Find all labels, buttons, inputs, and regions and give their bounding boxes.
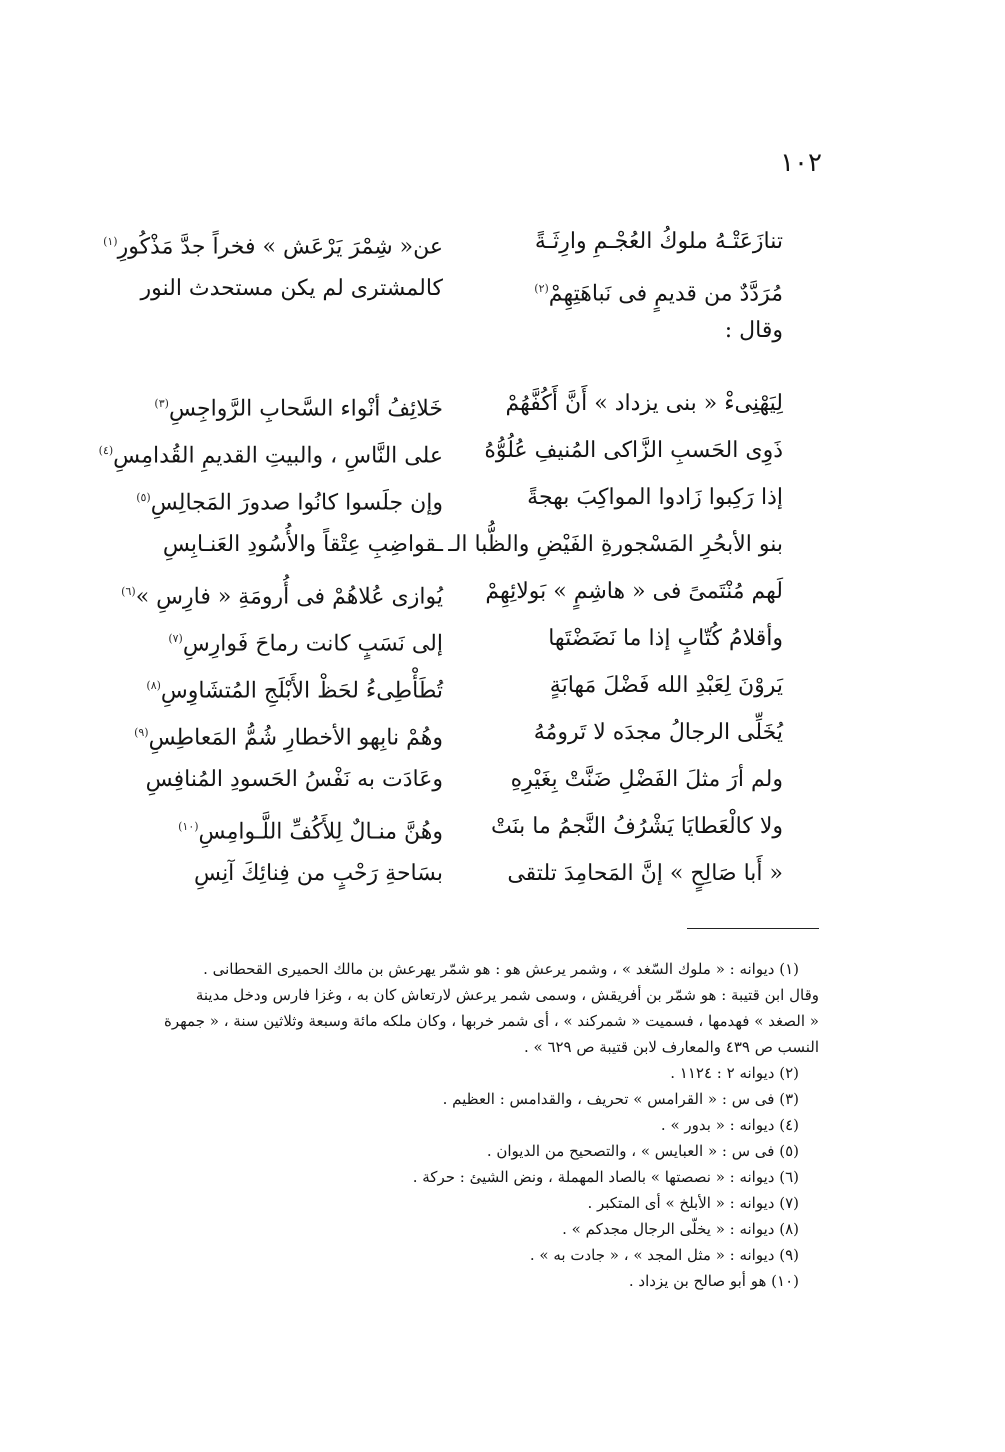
verse-second-hemistich: عن« شِمْرَ يَرْعَش » فخراً جدَّ مَذْكُورِ <box>117 234 443 260</box>
verse-row <box>163 521 783 568</box>
verse-first-hemistich: مُرَدَّدٌ من قديمٍ فى نَباهَتِهِمْ <box>548 281 783 307</box>
footnote-line: النسب ص ٤٣٩ والمعارف لابن قتيبة ص ٦٢٩ » . <box>523 1038 819 1056</box>
verse-second-hemistich: كالمشترى لم يكن مستحدث النور <box>140 276 443 301</box>
verse-second-hemistich: بسَاحةِ رَحْبٍ من فِنائِكَ آنِسِ <box>194 861 443 886</box>
verse-first-hemistich: يُخَلِّى الرجالُ مجدَه لا تَرومُهُ <box>533 720 783 745</box>
verse-second-hemistich-wrap <box>163 803 473 850</box>
verse-first-hemistich: لَهم مُنْتَمىً فى « هاشِمٍ » بَولائِهِمْ <box>485 579 783 604</box>
footnote-line: (٧) ديوانه : « الأبلخ » أى المتكبر . <box>587 1194 799 1212</box>
verse-second-hemistich-wrap <box>136 474 473 521</box>
footnote-marker: (٦) <box>121 585 136 598</box>
footnote-line: « الصغد » فهدمها ، فسميت « شمركند » ، أى شمر خربها ، وكان ملكه مائة وسبعة وثلاثين سنة ، « جمهرة <box>163 1012 819 1030</box>
verse-second-hemistich: وإن جلَسوا كانُوا صدورَ المَجالِسِ <box>150 490 443 516</box>
verse-row <box>136 474 783 521</box>
verse-row <box>154 380 783 427</box>
verse-row <box>163 803 783 850</box>
verse-second-hemistich-wrap <box>154 380 473 427</box>
verse-second-hemistich: وهُمْ نابِهو الأخطارِ شُمُّ المَعاطِسِ <box>148 725 443 751</box>
footnote-line: (٨) ديوانه : « يخلّى الرجال مجدكم » . <box>562 1220 799 1238</box>
footnote-marker: (٧) <box>168 632 183 645</box>
footnote-line: (٢) ديوانه ٢ : ١١٢٤ . <box>670 1064 799 1082</box>
verse-first-hemistich: تنازَعَتْـهُ ملوكُ العُجْـمِ وارِثَـةً <box>534 229 783 254</box>
footnote-line: (٥) فى س : « العبايس » ، والتصحيح من الديوان . <box>486 1142 799 1160</box>
verse-second-hemistich-wrap <box>134 709 473 756</box>
verse-row <box>163 850 783 897</box>
verse-second-hemistich-wrap <box>103 218 473 265</box>
footnote-line: (٩) ديوانه : « مثل المجد » ، « جادت به » . <box>529 1246 799 1264</box>
verse-first-hemistich: ذَوِى الحَسبِ الزَّاكى المُنيفِ عُلُوُّهُ <box>484 438 783 463</box>
verse-second-hemistich-wrap <box>146 662 473 709</box>
verse-row <box>98 427 783 474</box>
verse-row <box>134 709 783 756</box>
footnote-marker: (١) <box>103 235 118 248</box>
footnote-marker: (٤) <box>98 444 114 457</box>
footnote-line: (٣) فى س : « القرامس » تحريف ، والقدامس : العظيم . <box>442 1090 799 1108</box>
footnote-marker: (١٠) <box>178 820 199 833</box>
verse-second-hemistich: وهُنَّ منـالٌ لِلأَكُفِّ اللَّـوامِسِ <box>198 819 443 845</box>
verse-row <box>121 568 783 615</box>
verse-second-hemistich: إلى نَسَبٍ كانت رماحَ فَوارِسِ <box>182 631 443 657</box>
verse-row <box>140 265 783 312</box>
poem-block-2 <box>98 380 783 897</box>
wa-qala-heading: وقال : <box>724 318 783 343</box>
verse-first-hemistich: لِيَهْنِىءْ « بنى يزداد » أَنَّ أَكُفَّهُمْ <box>505 391 783 416</box>
verse-second-hemistich-wrap <box>163 615 473 662</box>
verse-second-hemistich: ـقواضِبِ عِتْقاً والأُسُودِ العَنـابِسِ <box>162 532 443 557</box>
verse-second-hemistich: على النَّاسِ ، والبيتِ القديمِ القُدامِسِ <box>113 443 443 469</box>
verse-row <box>145 756 783 803</box>
verse-second-hemistich: تُطَأْطِىءُ لحَظْ الأَبْلَجِ المُتشَاوِسِ <box>160 678 443 704</box>
footnote-line: (٤) ديوانه : « بدور » . <box>660 1116 799 1134</box>
verse-first-hemistich: إذا رَكِبوا زَادوا المواكِبَ بهجةً <box>527 485 783 510</box>
poem-block-1 <box>103 218 783 312</box>
verse-first-hemistich: وأقلامُ كُتّابٍ إذا ما نَضَضْتَها <box>548 626 783 651</box>
verse-second-hemistich: يُوازى عُلاهُمْ فى أُرومَةِ « فارِسِ » <box>135 584 443 610</box>
footnote-marker: (٥) <box>136 491 151 504</box>
footnote-line: (١) ديوانه : « ملوك السّغد » ، وشمر يرعش هو : هو شمّر يهرعش بن مالك الحميرى القحطانى . <box>203 960 799 978</box>
verse-row <box>146 662 783 709</box>
footnote-line: (١٠) هو أبو صالح بن يزداد . <box>628 1272 799 1290</box>
verse-second-hemistich-wrap <box>98 427 473 474</box>
verse-second-hemistich: وعَادَت به نَفْسُ الحَسودِ المُنافِسِ <box>145 767 443 792</box>
verse-first-hemistich: ولا كالْعَطايَا يَشْرُفُ النَّجمُ ما بنَتْ <box>490 814 783 839</box>
verse-second-hemistich: خَلائِفُ أنْواء السَّحابِ الرَّواجِسِ <box>168 396 443 422</box>
footnote-line: (٦) ديوانه : « نصصتها » بالصاد المهملة ، ونض الشيئ : حركة . <box>412 1168 799 1186</box>
footnote-marker: (٢) <box>534 282 549 295</box>
verse-first-hemistich: يَروْنَ لِعَبْدِ الله فَضْلَ مَهابَةٍ <box>549 673 783 698</box>
verse-first-hemistich: « أَبا صَالِحٍ » إنَّ المَحامِدَ تلتقى <box>507 861 783 886</box>
verse-first-hemistich: ولم أرَ مثلَ الفَضْلِ ضَنَّتْ بِغَيْرِهِ <box>510 767 783 792</box>
page-number: ١٠٢ <box>780 148 822 178</box>
verse-row <box>163 615 783 662</box>
verse-row <box>103 218 783 265</box>
footnote-marker: (٩) <box>134 726 149 739</box>
footnote-marker: (٨) <box>146 679 161 692</box>
footnote-line: وقال ابن قتيبة : هو شمّر بن أفريقش ، وسمى شمر يرعش لارتعاش كان به ، وغزا فارس ودخل مدينة <box>195 986 819 1004</box>
footnote-rule <box>687 928 819 929</box>
footnotes <box>163 956 819 1294</box>
footnote-marker: (٣) <box>154 397 169 410</box>
verse-first-hemistich: بنو الأبحُرِ المَسْجورةِ الفَيْضِ والظُّبا الـ <box>448 532 783 557</box>
verse-second-hemistich-wrap <box>121 568 473 615</box>
verse-first-hemistich-wrap <box>473 265 783 312</box>
